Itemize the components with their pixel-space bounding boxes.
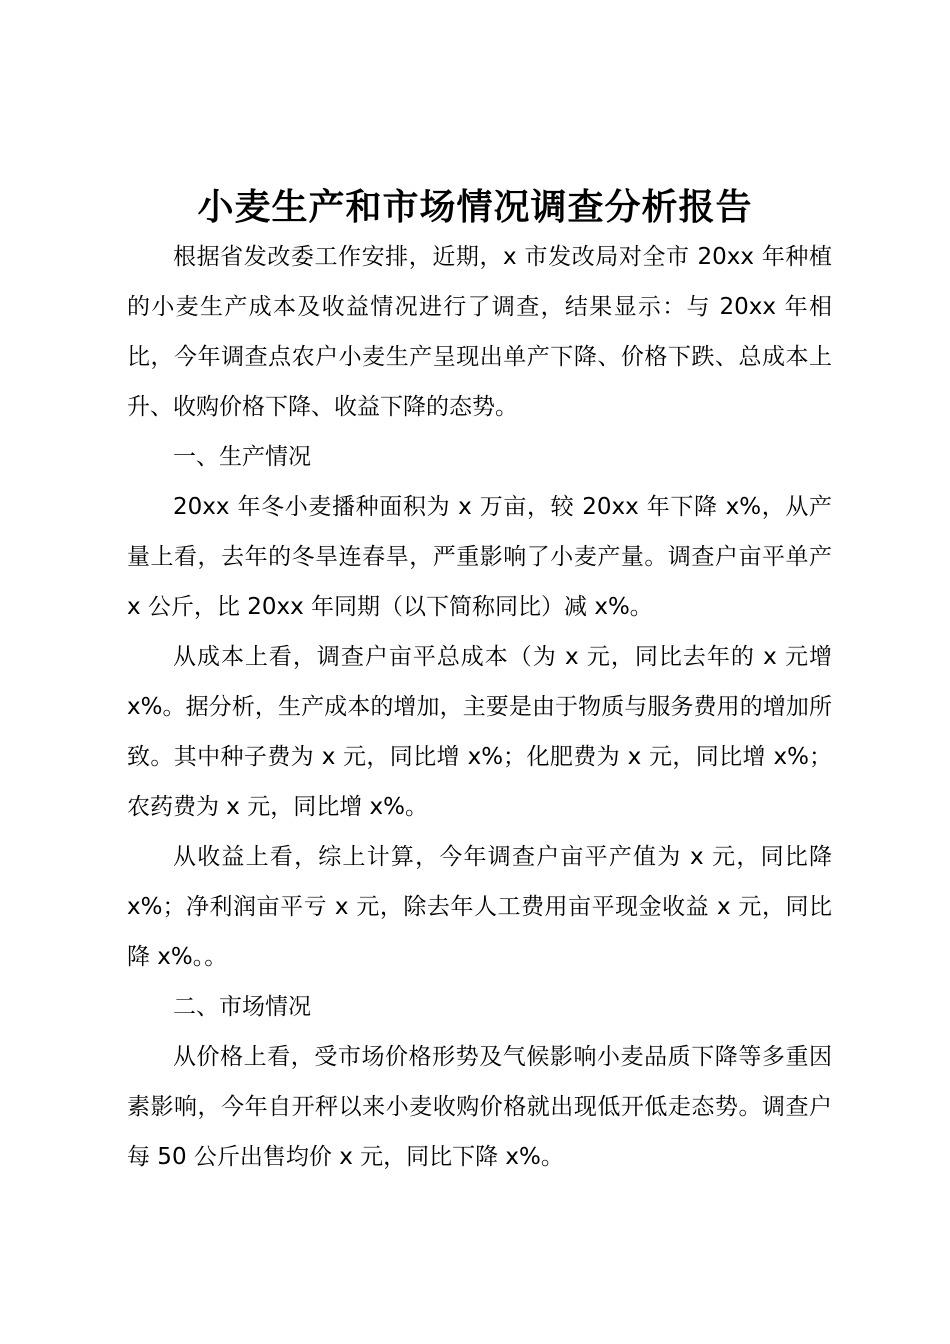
document-body [127,232,832,1182]
paragraph-market-price: 从价格上看，受市场价格形势及气候影响小麦品质下降等多重因素影响，今年自开秤以来小麦收购价格就出现低开低走态势。调查户每 50 公斤出售均价 x 元，同比下降 x%。 [127,1044,832,1170]
document-title: 小麦生产和市场情况调查分析报告 [197,187,753,228]
section-heading-production: 一、生产情况 [173,444,311,470]
paragraph-intro: 根据省发改委工作安排，近期，x 市发改局对全市 20xx 年种植的小麦生产成本及收益情况进行了调查，结果显示：与 20xx 年相比，今年调查点农户小麦生产呈现出单产下降、价格下跌、总成本上升、收购价格下降、收益下降的态势。 [127,244,832,420]
paragraph-production-income: 从收益上看，综上计算，今年调查户亩平产值为 x 元，同比降 x%；净利润亩平亏 x 元，除去年人工费用亩平现金收益 x 元，同比降 x%。。 [127,844,832,970]
paragraph-production-output: 20xx 年冬小麦播种面积为 x 万亩，较 20xx 年下降 x%，从产量上看，去年的冬旱连春旱，严重影响了小麦产量。调查户亩平单产 x 公斤，比 20xx 年同期（以下简称同比）减 x%。 [127,494,832,620]
section-heading-market: 二、市场情况 [173,994,311,1020]
paragraph-production-cost: 从成本上看，调查户亩平总成本（为 x 元，同比去年的 x 元增 x%。据分析，生产成本的增加，主要是由于物质与服务费用的增加所致。其中种子费为 x 元，同比增 x%；化肥费为 x 元，同比增 x%；农药费为 x 元，同比增 x%。 [127,644,832,820]
